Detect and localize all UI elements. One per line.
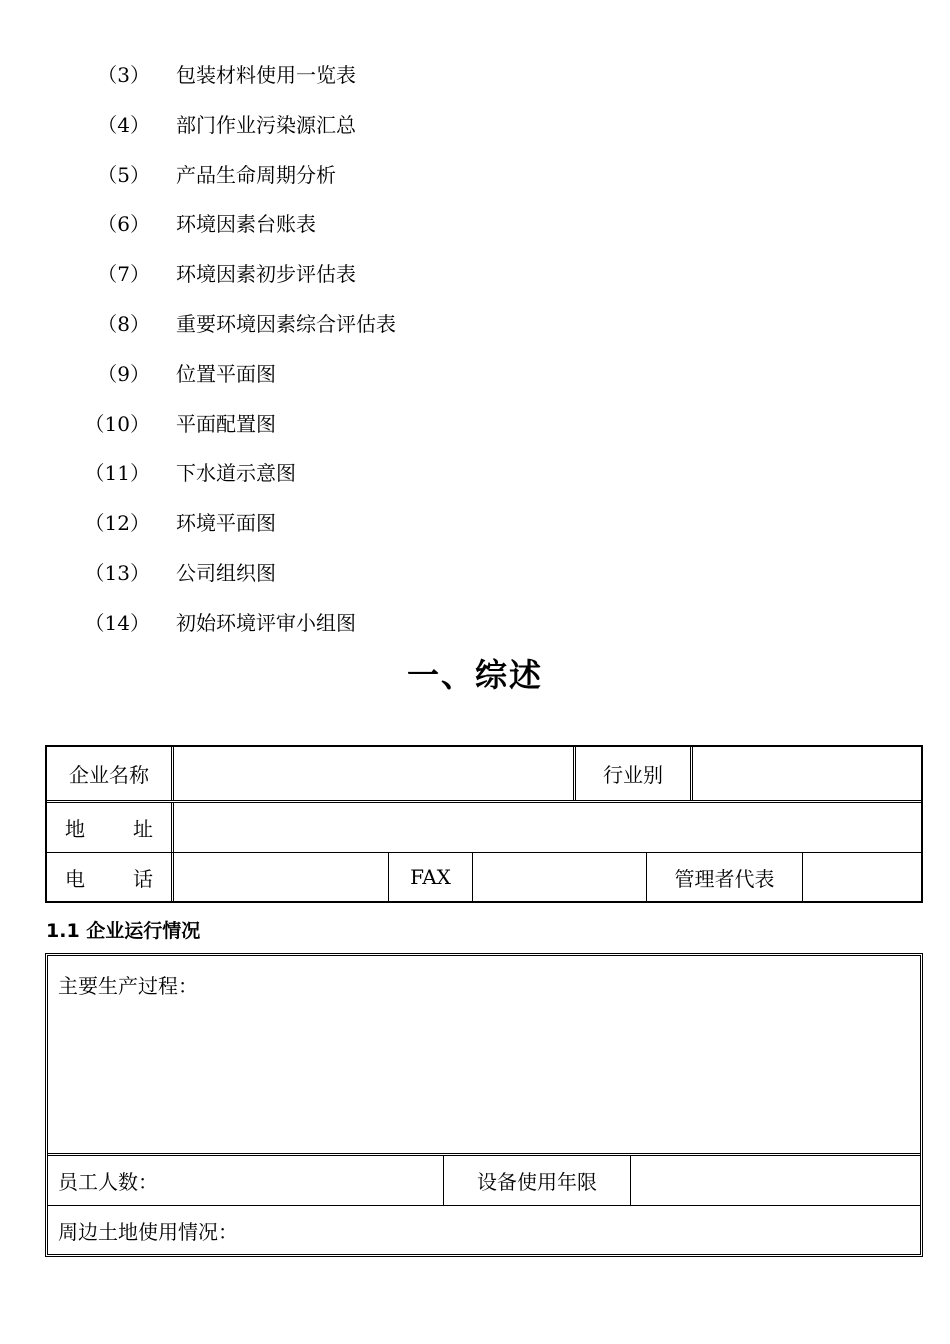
operations-table (45, 953, 923, 1257)
equipment-age-label: 设备使用年限 (443, 1156, 630, 1205)
phone-label-part: 电 (65, 866, 85, 891)
equipment-age-field[interactable] (630, 1156, 920, 1205)
list-item-text: 环境平面图 (176, 511, 276, 536)
list-item-text: 部门作业污染源汇总 (176, 112, 356, 137)
table-row (48, 1156, 920, 1206)
list-item (0, 307, 950, 357)
address-label (47, 803, 171, 852)
industry-label: 行业别 (573, 747, 690, 800)
land-use-label: 周边土地使用情况： (58, 1219, 238, 1244)
list-item-text: 包装材料使用一览表 (176, 63, 356, 87)
list-item-number: （14） (84, 610, 150, 635)
company-name-label: 企业名称 (69, 763, 149, 787)
company-info-table (45, 745, 923, 903)
attachment-list (0, 58, 950, 656)
production-process-field[interactable] (48, 956, 920, 1156)
address-label-part: 地 (65, 817, 85, 841)
address-field[interactable] (171, 803, 921, 852)
section-heading: 一、综述 (406, 656, 543, 694)
list-item-number: （7） (97, 262, 150, 287)
list-item (0, 456, 950, 506)
list-item-text: 位置平面图 (176, 361, 276, 386)
list-item-text: 产品生命周期分析 (176, 162, 336, 187)
list-item (0, 506, 950, 556)
list-item (0, 158, 950, 208)
company-name-field[interactable] (171, 747, 573, 800)
production-process-label: 主要生产过程： (58, 974, 198, 998)
table-row (47, 800, 921, 852)
list-item-number: （13） (84, 560, 150, 585)
list-item-text: 环境因素初步评估表 (176, 262, 356, 287)
staff-count-label: 员工人数： (58, 1170, 158, 1194)
subsection-title: 1.1 企业运行情况 (46, 920, 201, 942)
list-item (0, 556, 950, 606)
list-item-text: 平面配置图 (176, 411, 276, 436)
list-item-number: （8） (97, 311, 150, 336)
land-use-field[interactable] (48, 1206, 920, 1254)
list-item (0, 207, 950, 257)
list-item (0, 58, 950, 108)
phone-label (47, 853, 171, 901)
list-item-text: 重要环境因素综合评估表 (176, 311, 396, 336)
list-item (0, 407, 950, 457)
list-item (0, 357, 950, 407)
phone-field[interactable] (171, 853, 388, 901)
list-item-number: （11） (84, 461, 150, 486)
list-item (0, 257, 950, 307)
list-item-text: 下水道示意图 (176, 461, 296, 486)
address-label-part: 址 (133, 817, 153, 841)
list-item (0, 108, 950, 158)
list-item-number: （4） (97, 112, 150, 137)
management-rep-field[interactable] (802, 853, 921, 901)
list-item-number: （5） (97, 162, 150, 187)
table-row (47, 852, 921, 901)
list-item (0, 606, 950, 656)
management-rep-label: 管理者代表 (646, 853, 802, 901)
list-item-text: 公司组织图 (176, 560, 276, 585)
list-item-text: 初始环境评审小组图 (176, 610, 356, 635)
list-item-number: （3） (97, 63, 150, 87)
fax-field[interactable] (472, 853, 646, 901)
list-item-number: （12） (84, 511, 150, 536)
staff-count-field[interactable] (48, 1156, 443, 1205)
list-item-number: （6） (97, 212, 150, 237)
table-row (47, 747, 921, 800)
industry-field[interactable] (690, 747, 921, 800)
list-item-number: （9） (97, 361, 150, 386)
fax-label: FAX (388, 853, 472, 901)
list-item-number: （10） (84, 411, 150, 436)
list-item-text: 环境因素台账表 (176, 212, 316, 237)
phone-label-part: 话 (133, 866, 153, 891)
